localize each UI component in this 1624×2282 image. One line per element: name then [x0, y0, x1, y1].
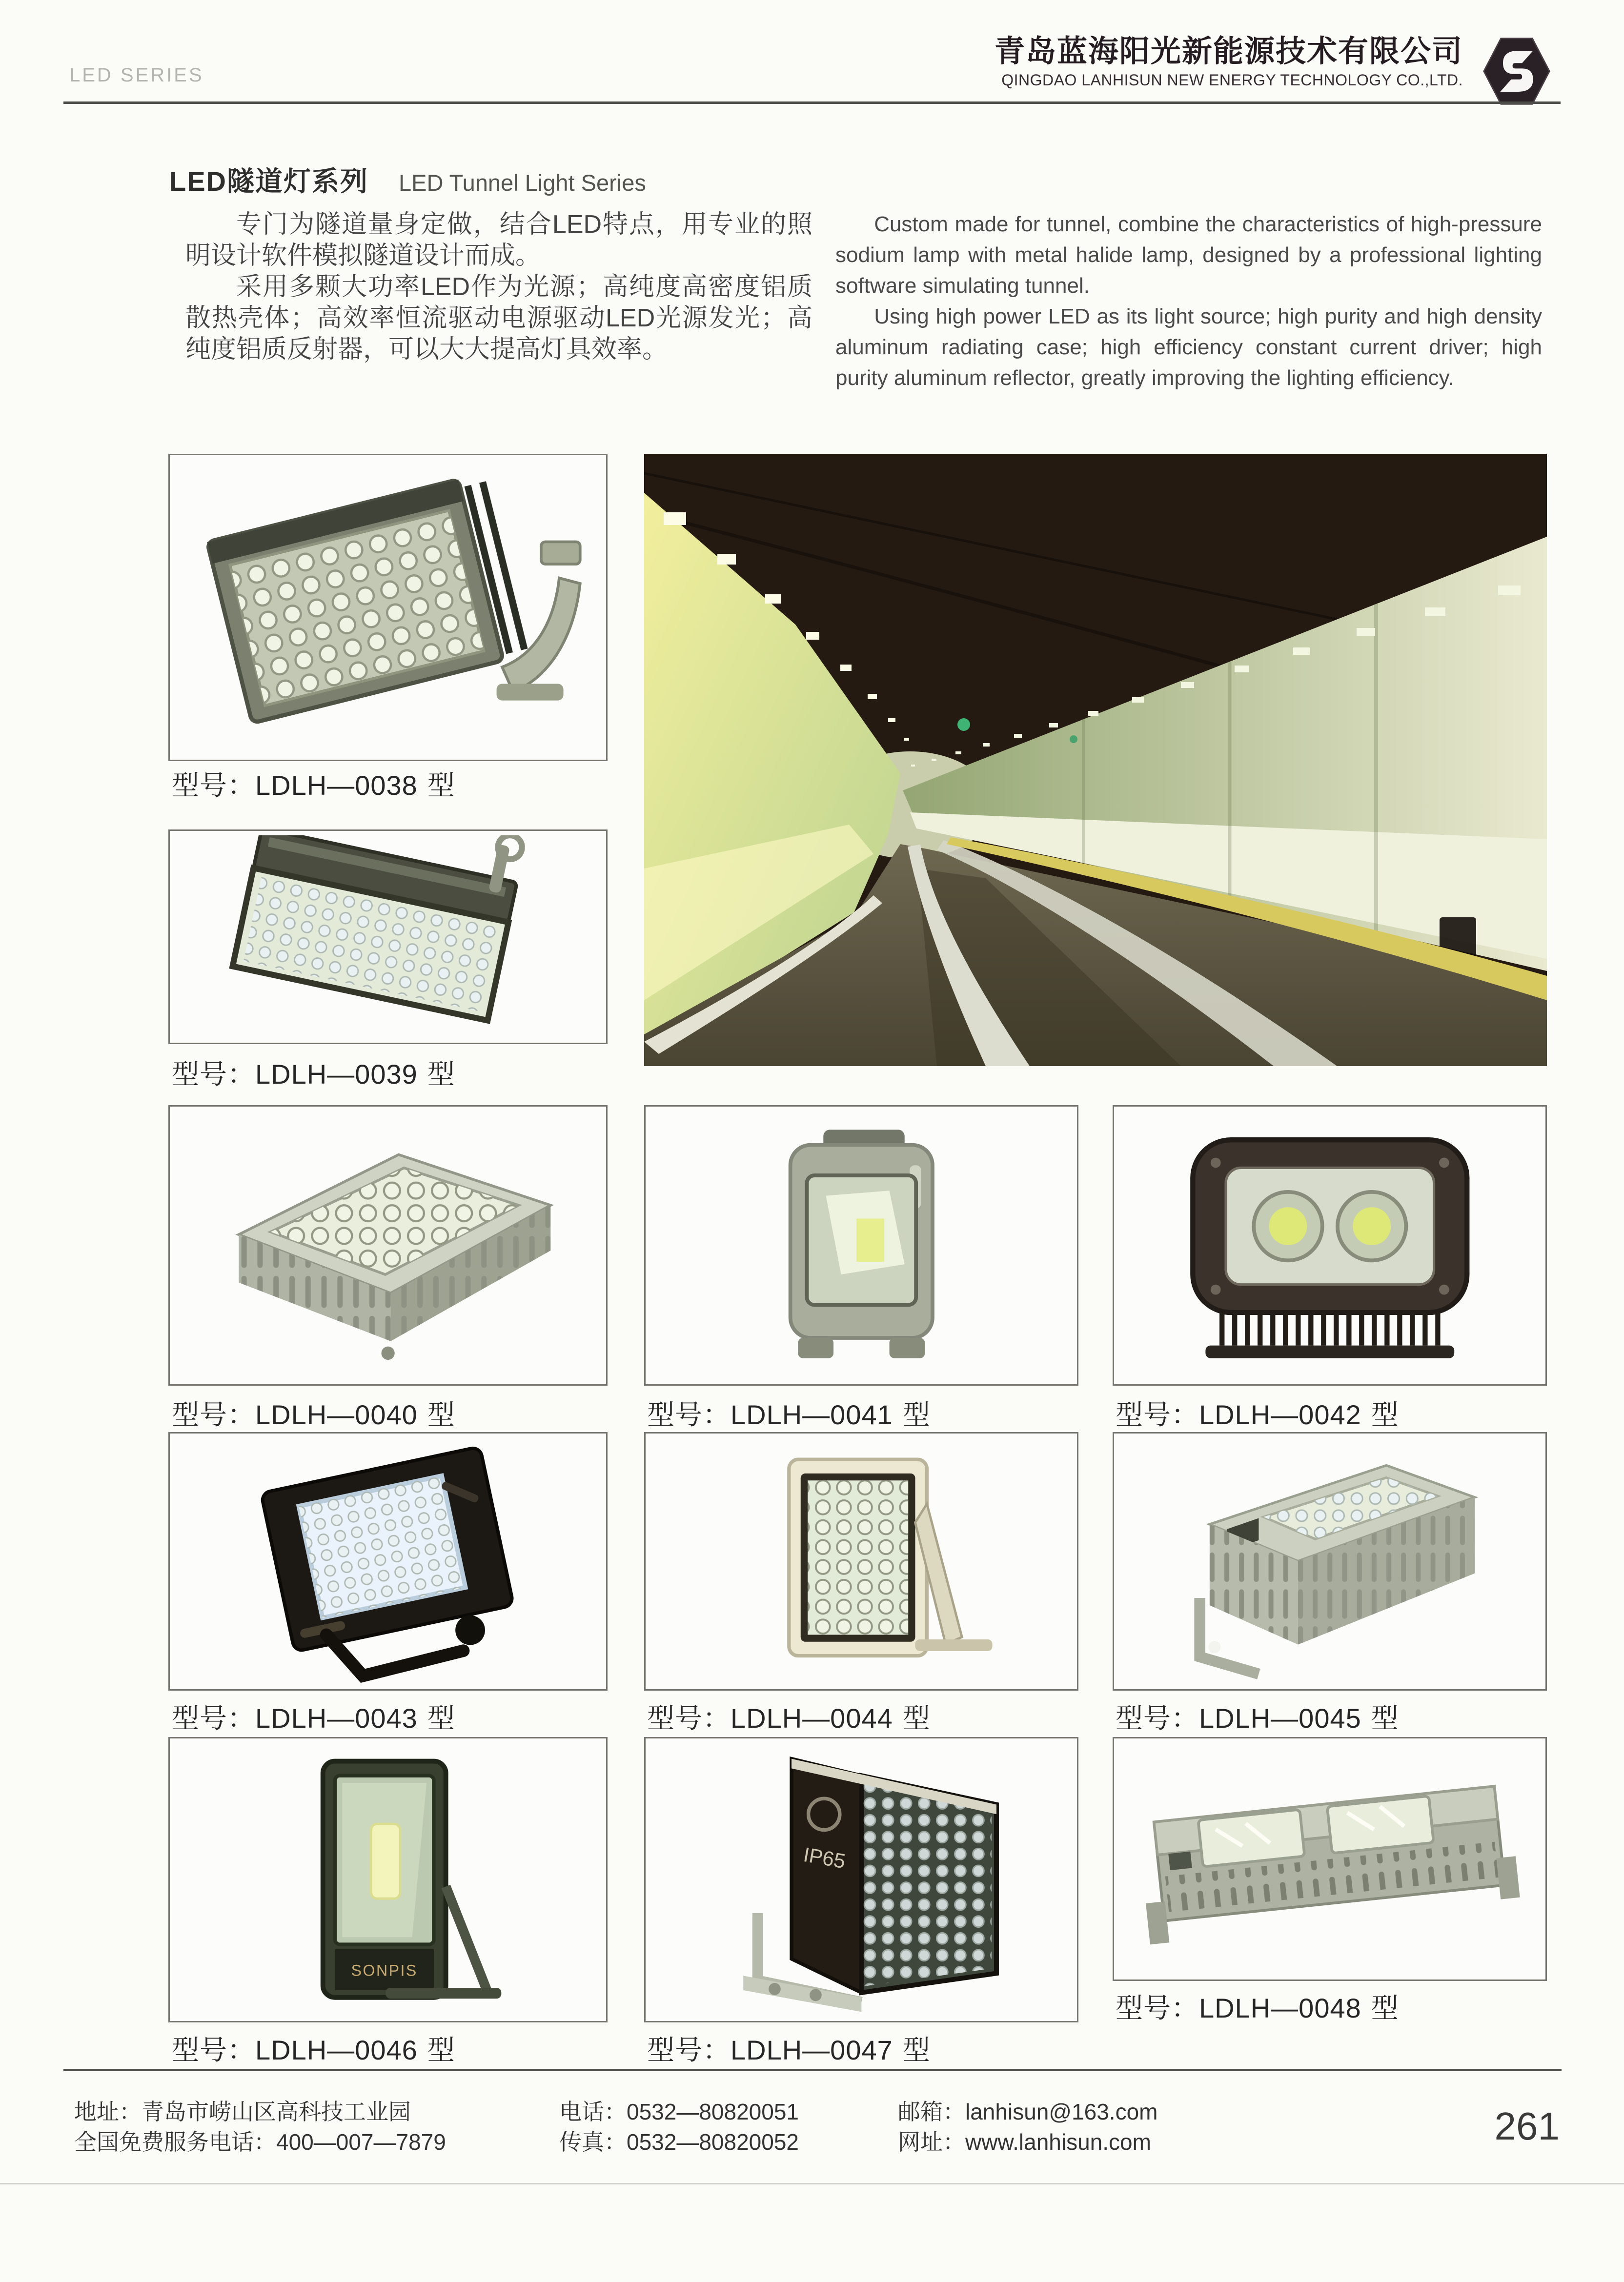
intro-chinese: [185, 209, 812, 365]
footer-telephone: 电话：0532—80820051: [559, 2099, 799, 2124]
model-label-ldlh-0040: 型号：LDLH—0040 型: [172, 1399, 455, 1430]
model-label-ldlh-0044: 型号：LDLH—0044 型: [647, 1703, 931, 1734]
page-title-cn: LED隧道灯系列: [169, 166, 368, 197]
header-divider: [63, 101, 1561, 104]
page-title: [169, 160, 646, 199]
brand-text: SONPIS: [351, 1961, 418, 1979]
model-prefix: 型号：: [172, 770, 255, 801]
series-label: LED SERIES: [69, 64, 204, 86]
page-number: 261: [1494, 2104, 1560, 2148]
page-title-en: LED Tunnel Light Series: [399, 170, 646, 196]
model-label-ldlh-0038: [172, 764, 455, 803]
product-photo-ldlh-0042: [1113, 1105, 1547, 1386]
footer-divider: [63, 2069, 1562, 2071]
product-photo-ldlh-0041: [644, 1105, 1078, 1386]
product-photo-ldlh-0046: [168, 1737, 608, 2022]
model-suffix: 型: [427, 770, 455, 801]
model-label-ldlh-0043: 型号：LDLH—0043 型: [172, 1703, 455, 1734]
footer-email: 邮箱：lanhisun@163.com: [898, 2099, 1158, 2124]
tunnel-photo: [644, 454, 1547, 1066]
model-label-ldlh-0041: 型号：LDLH—0041 型: [647, 1399, 931, 1430]
model-label-ldlh-0045: 型号：LDLH—0045 型: [1116, 1703, 1399, 1734]
product-photo-ldlh-0040: [168, 1105, 608, 1386]
product-photo-ldlh-0048: [1113, 1737, 1547, 1981]
product-photo-ldlh-0038: [168, 454, 608, 761]
product-photo-ldlh-0043: [168, 1432, 608, 1691]
model-label-ldlh-0048: 型号：LDLH—0048 型: [1116, 1993, 1399, 2023]
intro-en-paragraph-1: Custom made for tunnel, combine the characteristics of high-pressure sodium lamp with metal halide lamp, designed by a professional lighting software simulating tunnel.: [835, 212, 1542, 298]
model-label-ldlh-0047: 型号：LDLH—0047 型: [647, 2035, 931, 2065]
product-photo-ldlh-0047: [644, 1737, 1078, 2022]
product-photo-ldlh-0039: [168, 829, 608, 1044]
company-logo-icon: [1482, 37, 1551, 99]
intro-cn-paragraph-1: 专门为隧道量身定做，结合LED特点，用专业的照明设计软件模拟隧道设计而成。: [185, 210, 812, 270]
footer-hotline: 全国免费服务电话：400—007—7879: [74, 2129, 446, 2155]
footer-website: 网址：www.lanhisun.com: [898, 2129, 1151, 2155]
ip-rating-text: IP65: [801, 1842, 847, 1873]
intro-cn-paragraph-2: 采用多颗大功率LED作为光源；高纯度高密度铝质散热壳体；高效率恒流驱动电源驱动LED光源发光；高纯度铝质反射器，可以大大提高灯具效率。: [185, 273, 812, 364]
model-label-ldlh-0039: 型号：LDLH—0039 型: [172, 1059, 455, 1090]
footer-address: 地址：青岛市崂山区高科技工业园: [74, 2099, 411, 2124]
product-photo-ldlh-0044: [644, 1432, 1078, 1691]
intro-english: [835, 209, 1542, 393]
model-label-ldlh-0042: 型号：LDLH—0042 型: [1116, 1399, 1399, 1430]
intro-en-paragraph-2: Using high power LED as its light source; high purity and high density aluminum radiating case; high efficiency constant current driver; high purity aluminum reflector, greatly improving the lighting efficiency.: [835, 304, 1542, 390]
product-photo-ldlh-0045: [1113, 1432, 1547, 1691]
company-name-cn: 青岛蓝海阳光新能源技术有限公司: [994, 35, 1463, 68]
model-label-ldlh-0046: 型号：LDLH—0046 型: [172, 2035, 455, 2065]
company-name-en: QINGDAO LANHISUN NEW ENERGY TECHNOLOGY CO.,LTD.: [1001, 71, 1463, 89]
company-block: [995, 35, 1463, 89]
page-bottom-edge: [0, 2183, 1624, 2184]
footer-fax: 传真：0532—80820052: [559, 2129, 799, 2155]
model-code: LDLH—0038: [255, 770, 418, 801]
